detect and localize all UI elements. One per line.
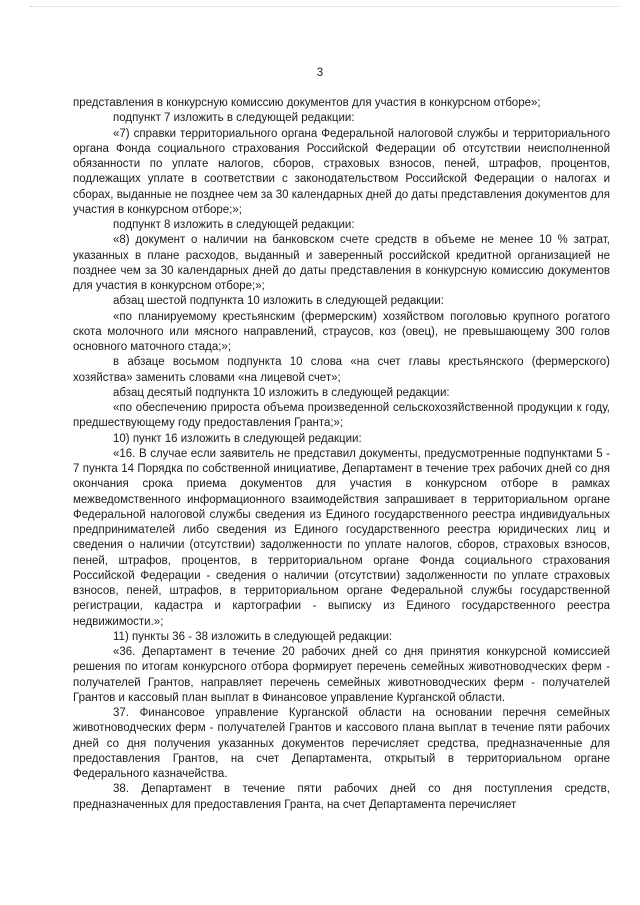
paragraph: «7) справки территориального органа Федеральной налоговой службы и территориального органа Фонда социального страхования Российской Федерации об отсутствии неисполненной обязанности по уплате налогов, сборов, страховых взносов, пеней, штрафов, процентов, подлежащих уплате в соответствии с законодательством Российской Федерации о налогах и сборах, выданные не позднее чем за 30 календарных дней до даты представления документов для участия в конкурсном отборе;»; xyxy=(73,127,610,216)
paragraph: 38. Департамент в течение пяти рабочих дней со дня поступления средств, предназначенных для предоставления Гранта, на счет Департамента перечисляет xyxy=(73,783,610,811)
paragraph: 10) пункт 16 изложить в следующей редакции: xyxy=(113,432,362,445)
paragraph: «по планируемому крестьянским (фермерским) хозяйством поголовью крупного рогатого скота молочного или мясного направлений, страусов, коз (овец), не превышающему 300 голов основного маточного стада;»; xyxy=(73,310,610,353)
paragraph: представления в конкурсную комиссию документов для участия в конкурсном отборе»; xyxy=(73,97,541,109)
paragraph: подпункт 8 изложить в следующей редакции: xyxy=(113,219,355,231)
document-body xyxy=(73,96,610,813)
paragraph: 37. Финансовое управление Курганской области на основании перечня семейных животноводческих ферм - получателей Грантов и кассового плана выплат в течение пяти рабочих дней со дня получения указанных документов перечисляет средства, предназначенные для предоставления Грантов, на счет Департамента, открытый в территориальном органе Федерального казначейства. xyxy=(73,707,610,780)
paragraph: абзац шестой подпункта 10 изложить в следующей редакции: xyxy=(113,295,444,308)
page-number: 3 xyxy=(316,67,324,79)
paragraph: «8) документ о наличии на банковском счете средств в объеме не менее 10 % затрат, указанных в плане расходов, выданный и заверенный российской кредитной организацией не позднее чем за 30 календарных дней до даты представления в конкурсную комиссию документов для участия в конкурсном отборе;»; xyxy=(73,234,610,292)
paragraph: «по обеспечению прироста объема произведенной сельскохозяйственной продукции к году, предшествующему году предоставления Гранта;»; xyxy=(73,402,610,430)
paragraph: 11) пункты 36 - 38 изложить в следующей редакции: xyxy=(113,630,393,643)
paragraph: «16. В случае если заявитель не представил документы, предусмотренные подпунктами 5 - 7 пункта 14 Порядка по собственной инициативе, Департамент в течение трех рабочих дней со дня окончания срока приема документов для участия в конкурсном отборе в рамках межведомственного информационного взаимодействия запрашивает в территориальном органе Федеральной налоговой службы сведения из Единого государственного реестра индивидуальных предпринимателей либо сведения из Единого государственного реестра юридических лиц и сведения о наличии (отсутствии) задолженности по уплате налогов, сборов, страховых взносов, пеней, штрафов, процентов, в территориальном органе Фонда социального страхования Российской Федерации - сведения о наличии (отсутствии) задолженности по уплате страховых взносов, пеней, штрафов, в территориальном органе Федеральной службы государственной регистрации, кадастра и картографии - выписку из Единого государственного реестра недвижимости.»; xyxy=(73,447,610,628)
paragraph: подпункт 7 изложить в следующей редакции: xyxy=(113,112,355,125)
paragraph: «36. Департамент в течение 20 рабочих дней со дня принятия конкурсной комиссией решения по итогам конкурсного отбора формирует перечень семейных животноводческих ферм - получателей Грантов, направляет перечень семейных животноводческих ферм - получателей Грантов и кассовый план выплат в Финансовое управление Курганской области. xyxy=(73,646,610,704)
paragraph: в абзаце восьмом подпункта 10 слова «на счет главы крестьянского (фермерского) хозяйства» заменить словами «на лицевой счет»; xyxy=(73,356,610,384)
paragraph: абзац десятый подпункта 10 изложить в следующей редакции: xyxy=(113,386,450,399)
scan-edge xyxy=(30,6,620,8)
